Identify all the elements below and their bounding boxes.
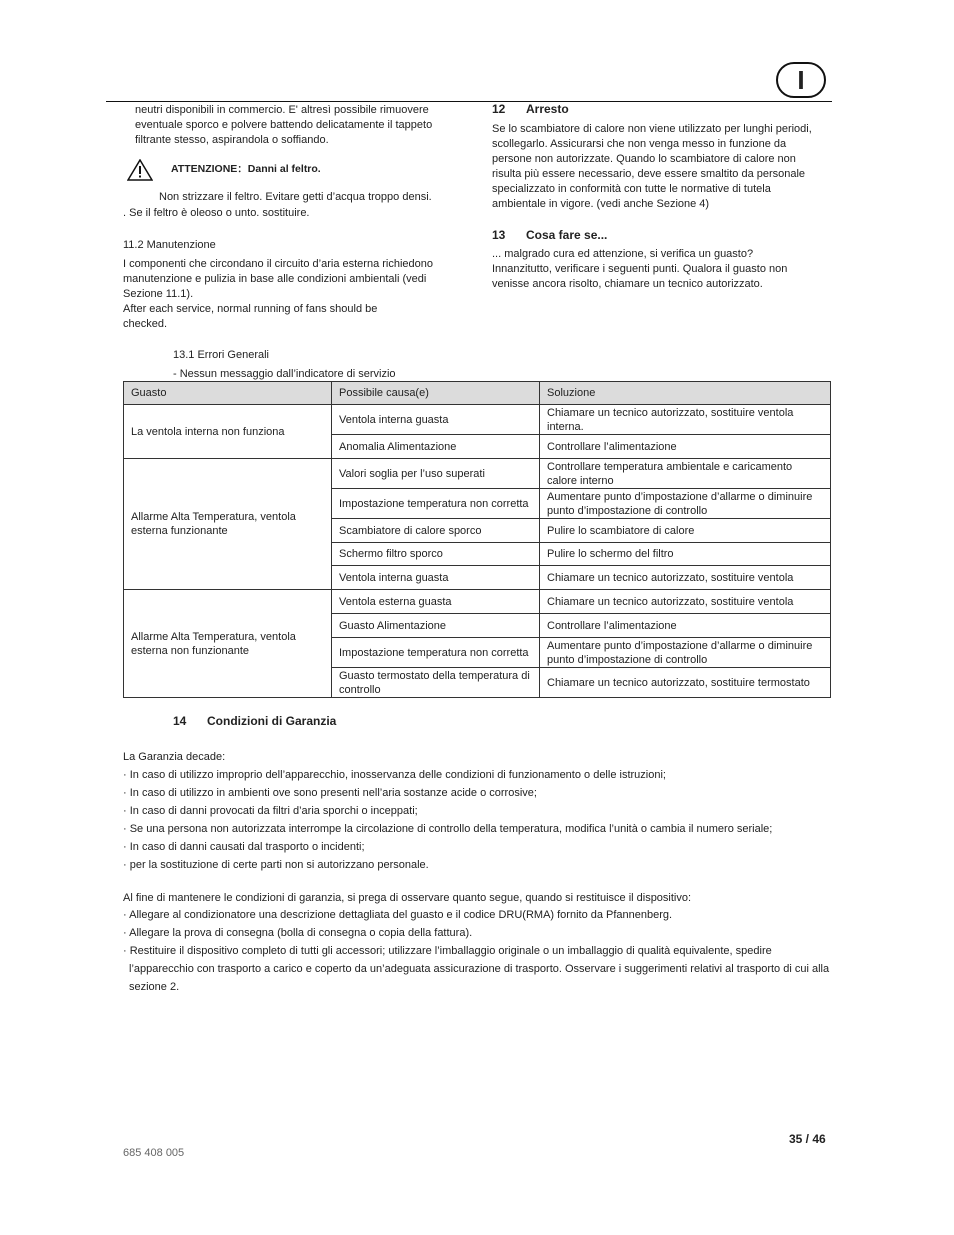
cause-cell: Anomalia Alimentazione xyxy=(332,435,540,459)
text-line: neutri disponibili in commercio. E' altresì possibile rimuovere xyxy=(135,104,429,116)
solution-cell: Aumentare punto d’impostazione d’allarme o diminuire punto d’impostazione di controllo xyxy=(540,489,831,519)
section-number: 13 xyxy=(492,228,506,242)
section-title: Condizioni di Garanzia xyxy=(207,714,337,728)
list-item: · In caso di danni provocati da filtri d’aria sporchi o inceppati; xyxy=(123,805,418,817)
section-12-body xyxy=(492,122,832,212)
list-item: · In caso di utilizzo improprio dell’apparecchio, inosservanza delle condizioni di funzionamento o delle istruzioni; xyxy=(123,769,666,781)
page-number: 35 / 46 xyxy=(789,1132,826,1146)
header-rule xyxy=(106,101,832,102)
text-line: specializzato in conformità con tutte le normative di tutela xyxy=(492,183,771,195)
column-header: Guasto xyxy=(124,382,332,405)
list-item: · Allegare al condizionatore una descrizione dettagliata del guasto e il codice DRU(RMA) fornito da Pfannenberg. xyxy=(123,909,673,921)
table-row xyxy=(124,405,831,435)
solution-cell: Aumentare punto d’impostazione d’allarme o diminuire punto d’impostazione di controllo xyxy=(540,638,831,668)
section-13-body xyxy=(492,247,832,292)
list-item-text: · Restituire il dispositivo completo di tutti gli accessori; utilizzare l’imballaggio originale o un imballaggio di qualità equivalente, spedire l’apparecchio con trasporto a carico e coperto da un’adeguata assicurazione di trasporto. Osservare i suggerimenti relativi al trasporto di cui alla sezione 2. xyxy=(123,945,830,993)
solution-cell: Pulire lo schermo del filtro xyxy=(540,543,831,566)
cause-cell: Guasto termostato della temperatura di controllo xyxy=(332,668,540,698)
solution-cell: Pulire lo scambiatore di calore xyxy=(540,519,831,543)
text-line: Se lo scambiatore di calore non viene utilizzato per lunghi periodi, xyxy=(492,123,812,135)
text-line: ambientale in vigore. (vedi anche Sezione 4) xyxy=(492,198,710,210)
text-line: eventuale sporco e polvere battendo delicatamente il tappeto xyxy=(135,119,433,131)
cause-cell: Ventola esterna guasta xyxy=(332,590,540,614)
cause-cell: Impostazione temperatura non corretta xyxy=(332,489,540,519)
text-line: checked. xyxy=(123,318,168,330)
cause-cell: Schermo filtro sporco xyxy=(332,543,540,566)
list-item: · Se una persona non autorizzata interrompe la circolazione di controllo della temperatura, modifica l’unità o cambia il numero seriale; xyxy=(123,823,773,835)
warning-text-2: . Se il feltro è oleoso o unto. sostituire. xyxy=(123,207,310,219)
cause-cell: Ventola interna guasta xyxy=(332,566,540,590)
solution-cell: Controllare l’alimentazione xyxy=(540,614,831,638)
column-header: Possibile causa(e) xyxy=(332,382,540,405)
section-13-1-title: 13.1 Errori Generali xyxy=(173,349,269,361)
cause-cell: Guasto Alimentazione xyxy=(332,614,540,638)
list-item: · Allegare la prova di consegna (bolla di consegna o copia della fattura). xyxy=(123,927,473,939)
solution-cell: Controllare temperatura ambientale e caricamento calore interno xyxy=(540,459,831,489)
section-number: 12 xyxy=(492,102,506,116)
solution-cell: Chiamare un tecnico autorizzato, sostituire ventola interna. xyxy=(540,405,831,435)
fault-cell: Allarme Alta Temperatura, ventola esterna non funzionante xyxy=(124,590,332,698)
filter-cleaning-text xyxy=(135,103,465,148)
section-number: 14 xyxy=(173,714,187,728)
fault-cell: La ventola interna non funziona xyxy=(124,405,332,459)
cause-cell: Ventola interna guasta xyxy=(332,405,540,435)
warranty-void-list xyxy=(123,766,833,874)
list-item: · In caso di danni causati dal trasporto o incidenti; xyxy=(123,841,365,853)
warning-icon xyxy=(127,159,153,181)
warning-title: ATTENZIONE：Danni al feltro. xyxy=(171,163,321,175)
text-line: I componenti che circondano il circuito d’aria esterna richiedono xyxy=(123,258,434,270)
table-row xyxy=(124,590,831,614)
text-line: Sezione 11.1). xyxy=(123,288,194,300)
text-line: risulta più essere necessario, deve essere smaltito da personale xyxy=(492,168,806,180)
cause-cell: Scambiatore di calore sporco xyxy=(332,519,540,543)
cause-cell: Valori soglia per l’uso superati xyxy=(332,459,540,489)
section-12-heading xyxy=(492,102,569,117)
text-line: Innanzitutto, verificare i seguenti punti. Qualora il guasto non xyxy=(492,263,788,275)
warranty-intro: La Garanzia decade: xyxy=(123,751,226,763)
text-line: persone non autorizzate. Quando lo scambiatore di calore non xyxy=(492,153,796,165)
list-item: · per la sostituzione di certe parti non si autorizzano personale. xyxy=(123,859,429,871)
fault-table xyxy=(123,381,831,698)
text-line: ... malgrado cura ed attenzione, si verifica un guasto? xyxy=(492,248,754,260)
section-14-heading xyxy=(173,714,336,729)
text-line: filtrante stesso, aspirandola o soffiando. xyxy=(135,134,329,146)
section-title: Arresto xyxy=(526,102,569,116)
text-line: manutenzione e pulizia in base alle condizioni ambientali (vedi xyxy=(123,273,427,285)
table-header-row xyxy=(124,382,831,405)
solution-cell: Chiamare un tecnico autorizzato, sostituire termostato xyxy=(540,668,831,698)
return-intro: Al fine di mantenere le condizioni di garanzia, si prega di osservare quanto segue, quando si restituisce il dispositivo: xyxy=(123,892,692,904)
section-13-heading xyxy=(492,228,607,243)
table-row xyxy=(124,459,831,489)
column-header: Soluzione xyxy=(540,382,831,405)
text-line: After each service, normal running of fans should be xyxy=(123,303,378,315)
section-title: Cosa fare se... xyxy=(526,228,608,242)
solution-cell: Chiamare un tecnico autorizzato, sostituire ventola xyxy=(540,566,831,590)
solution-cell: Chiamare un tecnico autorizzato, sostituire ventola xyxy=(540,590,831,614)
fault-cell: Allarme Alta Temperatura, ventola esterna funzionante xyxy=(124,459,332,590)
section-11-2-body xyxy=(123,257,463,332)
document-code: 685 408 005 xyxy=(123,1147,185,1159)
warning-text-1: Non strizzare il feltro. Evitare getti d’acqua troppo densi. xyxy=(159,191,432,203)
section-13-1-subtitle: - Nessun messaggio dall’indicatore di servizio xyxy=(173,368,396,380)
text-line: scollegarlo. Assicurarsi che non venga messo in funzione da xyxy=(492,138,787,150)
text-line: venisse ancora risolto, chiamare un tecnico autorizzato. xyxy=(492,278,763,290)
list-item: · In caso di utilizzo in ambienti ove sono presenti nell’aria sostanze acide o corrosive; xyxy=(123,787,537,799)
return-list xyxy=(123,906,833,996)
solution-cell: Controllare l’alimentazione xyxy=(540,435,831,459)
section-11-2-title: 11.2 Manutenzione xyxy=(123,239,216,251)
list-item xyxy=(123,942,833,996)
cause-cell: Impostazione temperatura non corretta xyxy=(332,638,540,668)
language-badge: I xyxy=(776,62,826,98)
